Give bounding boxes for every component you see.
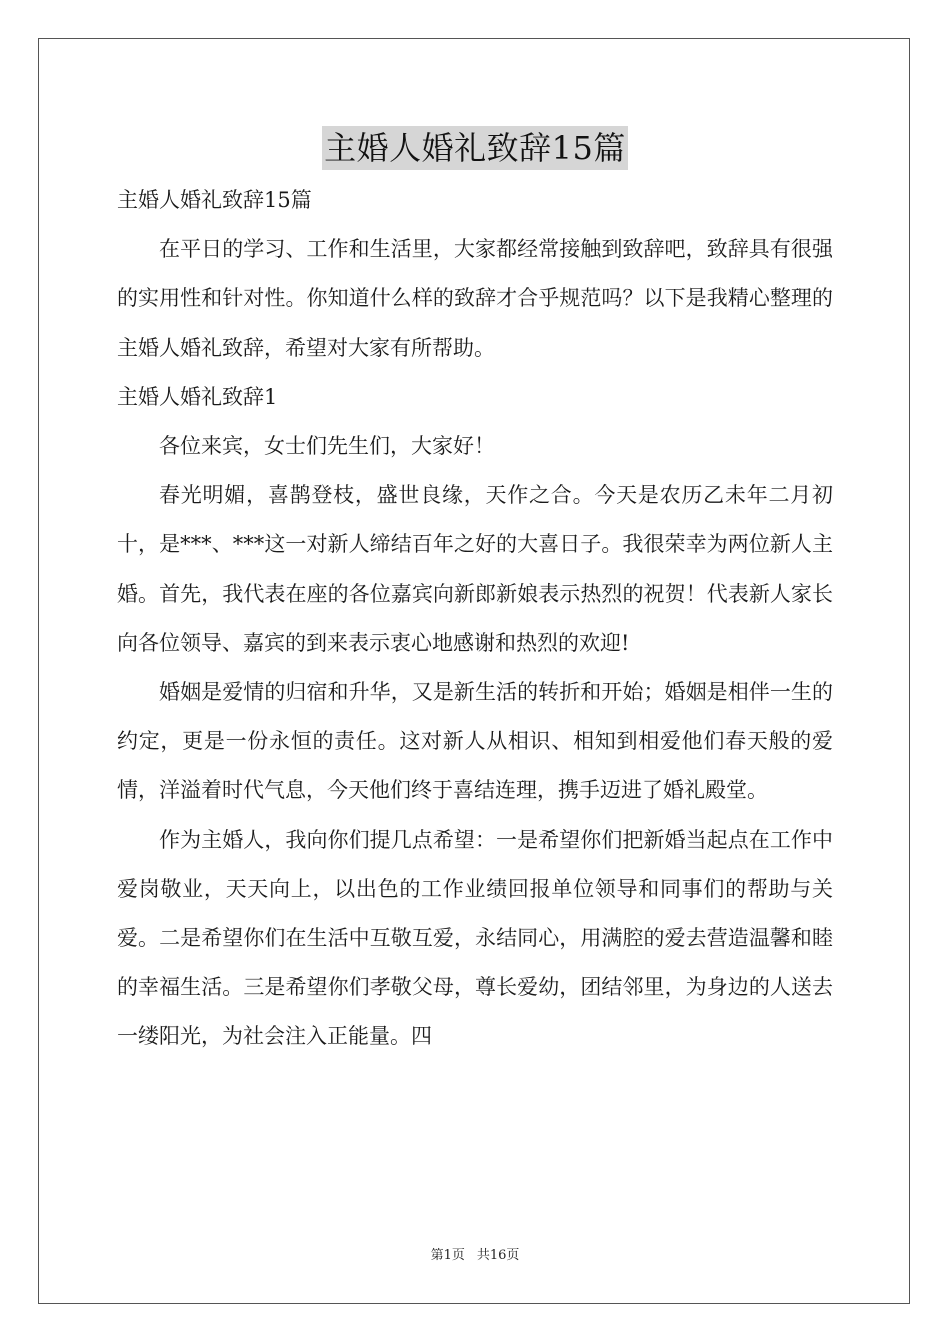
body-paragraph: 作为主婚人，我向你们提几点希望：一是希望你们把新婚当起点在工作中爱岗敬业，天天向上，以出色的工作业绩回报单位领导和同事们的帮助与关爱。二是希望你们在生活中互敬互爱，永结同心，用满腔的爱去营造温馨和睦的幸福生活。三是希望你们孝敬父母，尊长爱幼，团结邻里，为身边的人送去一缕阳光，为社会注入正能量。四 — [117, 827, 833, 1049]
document-title: 主婚人婚礼致辞15篇 — [322, 126, 628, 170]
page-total: 共16页 — [476, 1248, 520, 1263]
intro-paragraph: 在平日的学习、工作和生活里，大家都经常接触到致辞吧，致辞具有很强的实用性和针对性。你知道什么样的致辞才合乎规范吗？以下是我精心整理的主婚人婚礼致辞，希望对大家有所帮助。 — [117, 237, 833, 360]
page-footer — [0, 1246, 950, 1266]
greeting-paragraph: 各位来宾，女士们先生们，大家好！ — [159, 434, 495, 459]
page-number: 第1页 — [430, 1248, 465, 1263]
subtitle-heading: 主婚人婚礼致辞15篇 — [117, 188, 312, 212]
body-paragraph: 婚姻是爱情的归宿和升华，又是新生活的转折和开始；婚姻是相伴一生的约定，更是一份永恒的责任。这对新人从相识、相知到相爱他们春天般的爱情，洋溢着时代气息，今天他们终于喜结连理，携手迈进了婚礼殿堂。 — [117, 680, 833, 803]
body-paragraph: 春光明媚，喜鹊登枝，盛世良缘，天作之合。今天是农历乙未年二月初十，是***、***这一对新人缔结百年之好的大喜日子。我很荣幸为两位新人主婚。首先，我代表在座的各位嘉宾向新郎新娘表示热烈的祝贺！代表新人家长向各位领导、嘉宾的到来表示衷心地感谢和热烈的欢迎! — [117, 483, 833, 655]
document-body — [117, 176, 833, 1062]
title-container — [0, 126, 950, 170]
section-heading: 主婚人婚礼致辞1 — [117, 384, 278, 409]
